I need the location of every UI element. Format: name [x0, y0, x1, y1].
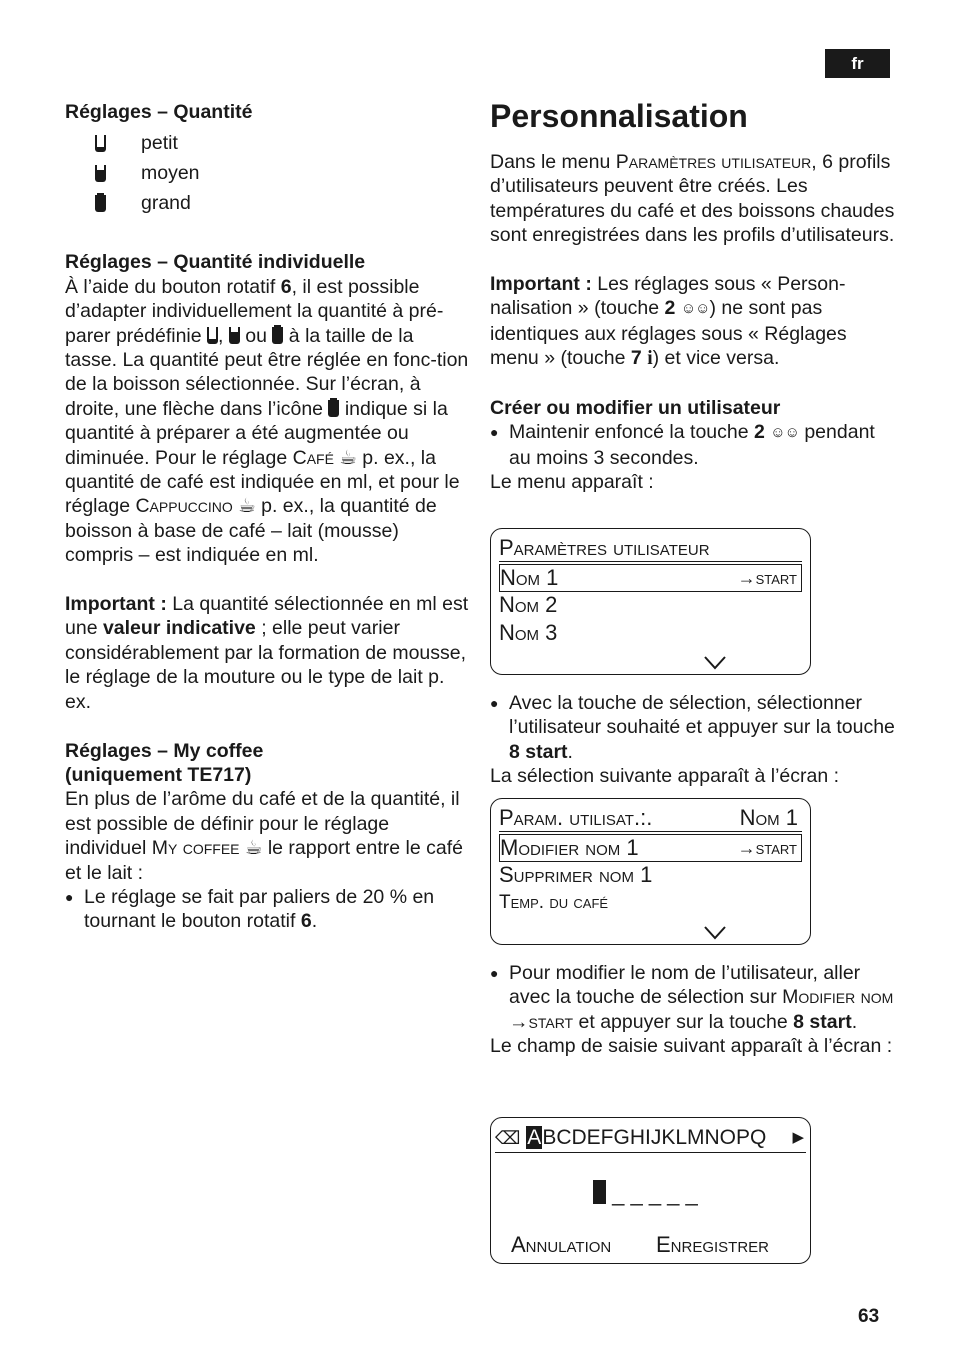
qty-small-label: petit [141, 132, 178, 155]
letter-row[interactable]: BCDEFGHIJKLMNOPQ [542, 1126, 767, 1149]
language-tab: fr [825, 49, 890, 78]
display-row-nom1[interactable]: Nom 1 →start [499, 564, 802, 592]
name-field[interactable] [593, 1180, 698, 1208]
qty-medium-row [65, 158, 470, 188]
cappuccino-icon: ☕ [238, 495, 256, 518]
display-row-nom2[interactable]: Nom 2 [499, 592, 558, 617]
bullet-my-coffee: ● Le réglage se fait par paliers de 20 % en tournant le bouton rotatif 6. [65, 885, 470, 934]
cup-arrow-icon [328, 400, 339, 417]
cup-large-icon [272, 327, 283, 344]
display-user-options [490, 798, 811, 945]
heading-create-user: Créer ou modifier un utilisateur [490, 397, 781, 420]
text-selection-appears: La sélection suivante apparaît à l’écran : [490, 765, 840, 788]
display-name-input [490, 1117, 811, 1264]
heading-quantite: Réglages – Quantité [65, 101, 253, 123]
save-button[interactable]: Enregistrer [656, 1232, 770, 1257]
cup-medium-icon [95, 165, 106, 182]
paragraph-important-left: Important : La quantité sélectionnée en ml est une valeur indicative ; elle peut varier considérablement par la formation de mousse, le réglage de la mouture ou le type de lait p. ex. [65, 593, 469, 713]
qty-large-row [65, 188, 470, 218]
selected-letter[interactable]: A [527, 1126, 542, 1149]
qty-large-label: grand [141, 192, 191, 215]
cup-small-icon [207, 327, 218, 344]
cup-large-icon [95, 195, 106, 212]
backspace-icon[interactable]: ⌫ [495, 1128, 521, 1148]
users-icon: ☺☺ [680, 300, 710, 318]
right-column-bottom [490, 961, 895, 1059]
paragraph-my-coffee: En plus de l’arôme du café et de la quantité, il est possible de définir pour le réglage individuel My coffee ☕ le rapport entre le café et le lait : [65, 788, 463, 884]
my-coffee-icon: ☕ [244, 837, 263, 860]
coffee-cup-icon: ☕ [339, 446, 357, 469]
text-cursor [593, 1180, 606, 1204]
heading-my-coffee: Réglages – My coffee [65, 739, 264, 762]
heading-my-coffee-model: (uniquement TE717) [65, 763, 252, 786]
page-number: 63 [858, 1306, 880, 1327]
users-icon: ☺☺ [770, 424, 799, 442]
left-column [65, 100, 470, 934]
bullet-modify-name: ● Pour modifier le nom de l’utilisateur, aller avec la touche de sélection sur Modifier nom →start et appuyer sur la touche 8 start. [490, 961, 895, 1034]
letter-selector[interactable] [495, 1124, 806, 1153]
start-label: →start [737, 568, 797, 588]
heading-quantite-individuelle: Réglages – Quantité individuelle [65, 251, 366, 274]
bullet-hold-key: ● Maintenir enfoncé la touche 2 ☺☺ pendant au moins 3 secondes. [490, 420, 895, 470]
qty-small-row [65, 128, 470, 158]
display-header: Param. utilisat.:. Nom 1 [499, 805, 802, 832]
display-row-supprimer[interactable]: Supprimer nom 1 [499, 862, 653, 887]
bullet-select-user: ● Avec la touche de sélection, sélectionner l’utilisateur souhaité et appuyer sur la touche 8 start. [490, 691, 895, 764]
cup-medium-icon [229, 327, 240, 344]
right-column-mid [490, 691, 895, 789]
cancel-button[interactable]: Annulation [511, 1232, 612, 1257]
text-input-appears: Le champ de saisie suivant apparaît à l’écran : [490, 1035, 893, 1058]
display-row-nom3[interactable]: Nom 3 [499, 620, 558, 645]
display-row-modifier[interactable]: Modifier nom 1 →start [499, 834, 802, 862]
info-icon: i [647, 348, 653, 370]
chevron-down-icon [704, 656, 726, 670]
text-menu-appears: Le menu apparaît : [490, 471, 654, 494]
cup-small-icon [95, 135, 106, 152]
chevron-down-icon [704, 926, 726, 940]
display-user-settings [490, 528, 811, 675]
display-row-temp[interactable]: Temp. du café [499, 892, 609, 913]
paragraph-intro: Dans le menu Paramètres utilisateur, 6 profils d’utilisateurs peuvent être créés. Les températures du café et des boissons chaudes sont enregistrées dans les profils d’utilisateurs. [490, 151, 895, 247]
qty-medium-label: moyen [141, 162, 200, 185]
name-placeholders: _ _ _ _ _ [612, 1181, 698, 1206]
paragraph-important-right: Important : Les réglages sous « Person-nalisation » (touche 2 ☺☺) ne sont pas identiques aux réglages sous « Réglages menu » (touche 7 i) et vice versa. [490, 273, 847, 370]
start-label: →start [737, 838, 797, 858]
page-title: Personnalisation [490, 98, 748, 134]
paragraph-quantite-individuelle: À l’aide du bouton rotatif 6, il est possible d’adapter individuellement la quantité à pré-parer prédéfinie , ou à la taille de la tasse. La quantité peut être réglée en fonc-tion de la boisson sélectionnée. Sur l’écran, à droite, une flèche dans l’icône indique si la quantité à préparer a été augmentée ou diminuée. Pour le réglage Café ☕ p. ex., la quantité de café est indiquée en ml, et pour le réglage Cappuccino ☕ p. ex., la quantité de boisson à base de café – lait (mousse) compris – est indiquée en ml. [65, 275, 469, 567]
arrow-right-icon[interactable]: ▶ [792, 1129, 804, 1146]
right-column-top [490, 150, 895, 495]
display-header: Paramètres utilisateur [499, 535, 802, 562]
